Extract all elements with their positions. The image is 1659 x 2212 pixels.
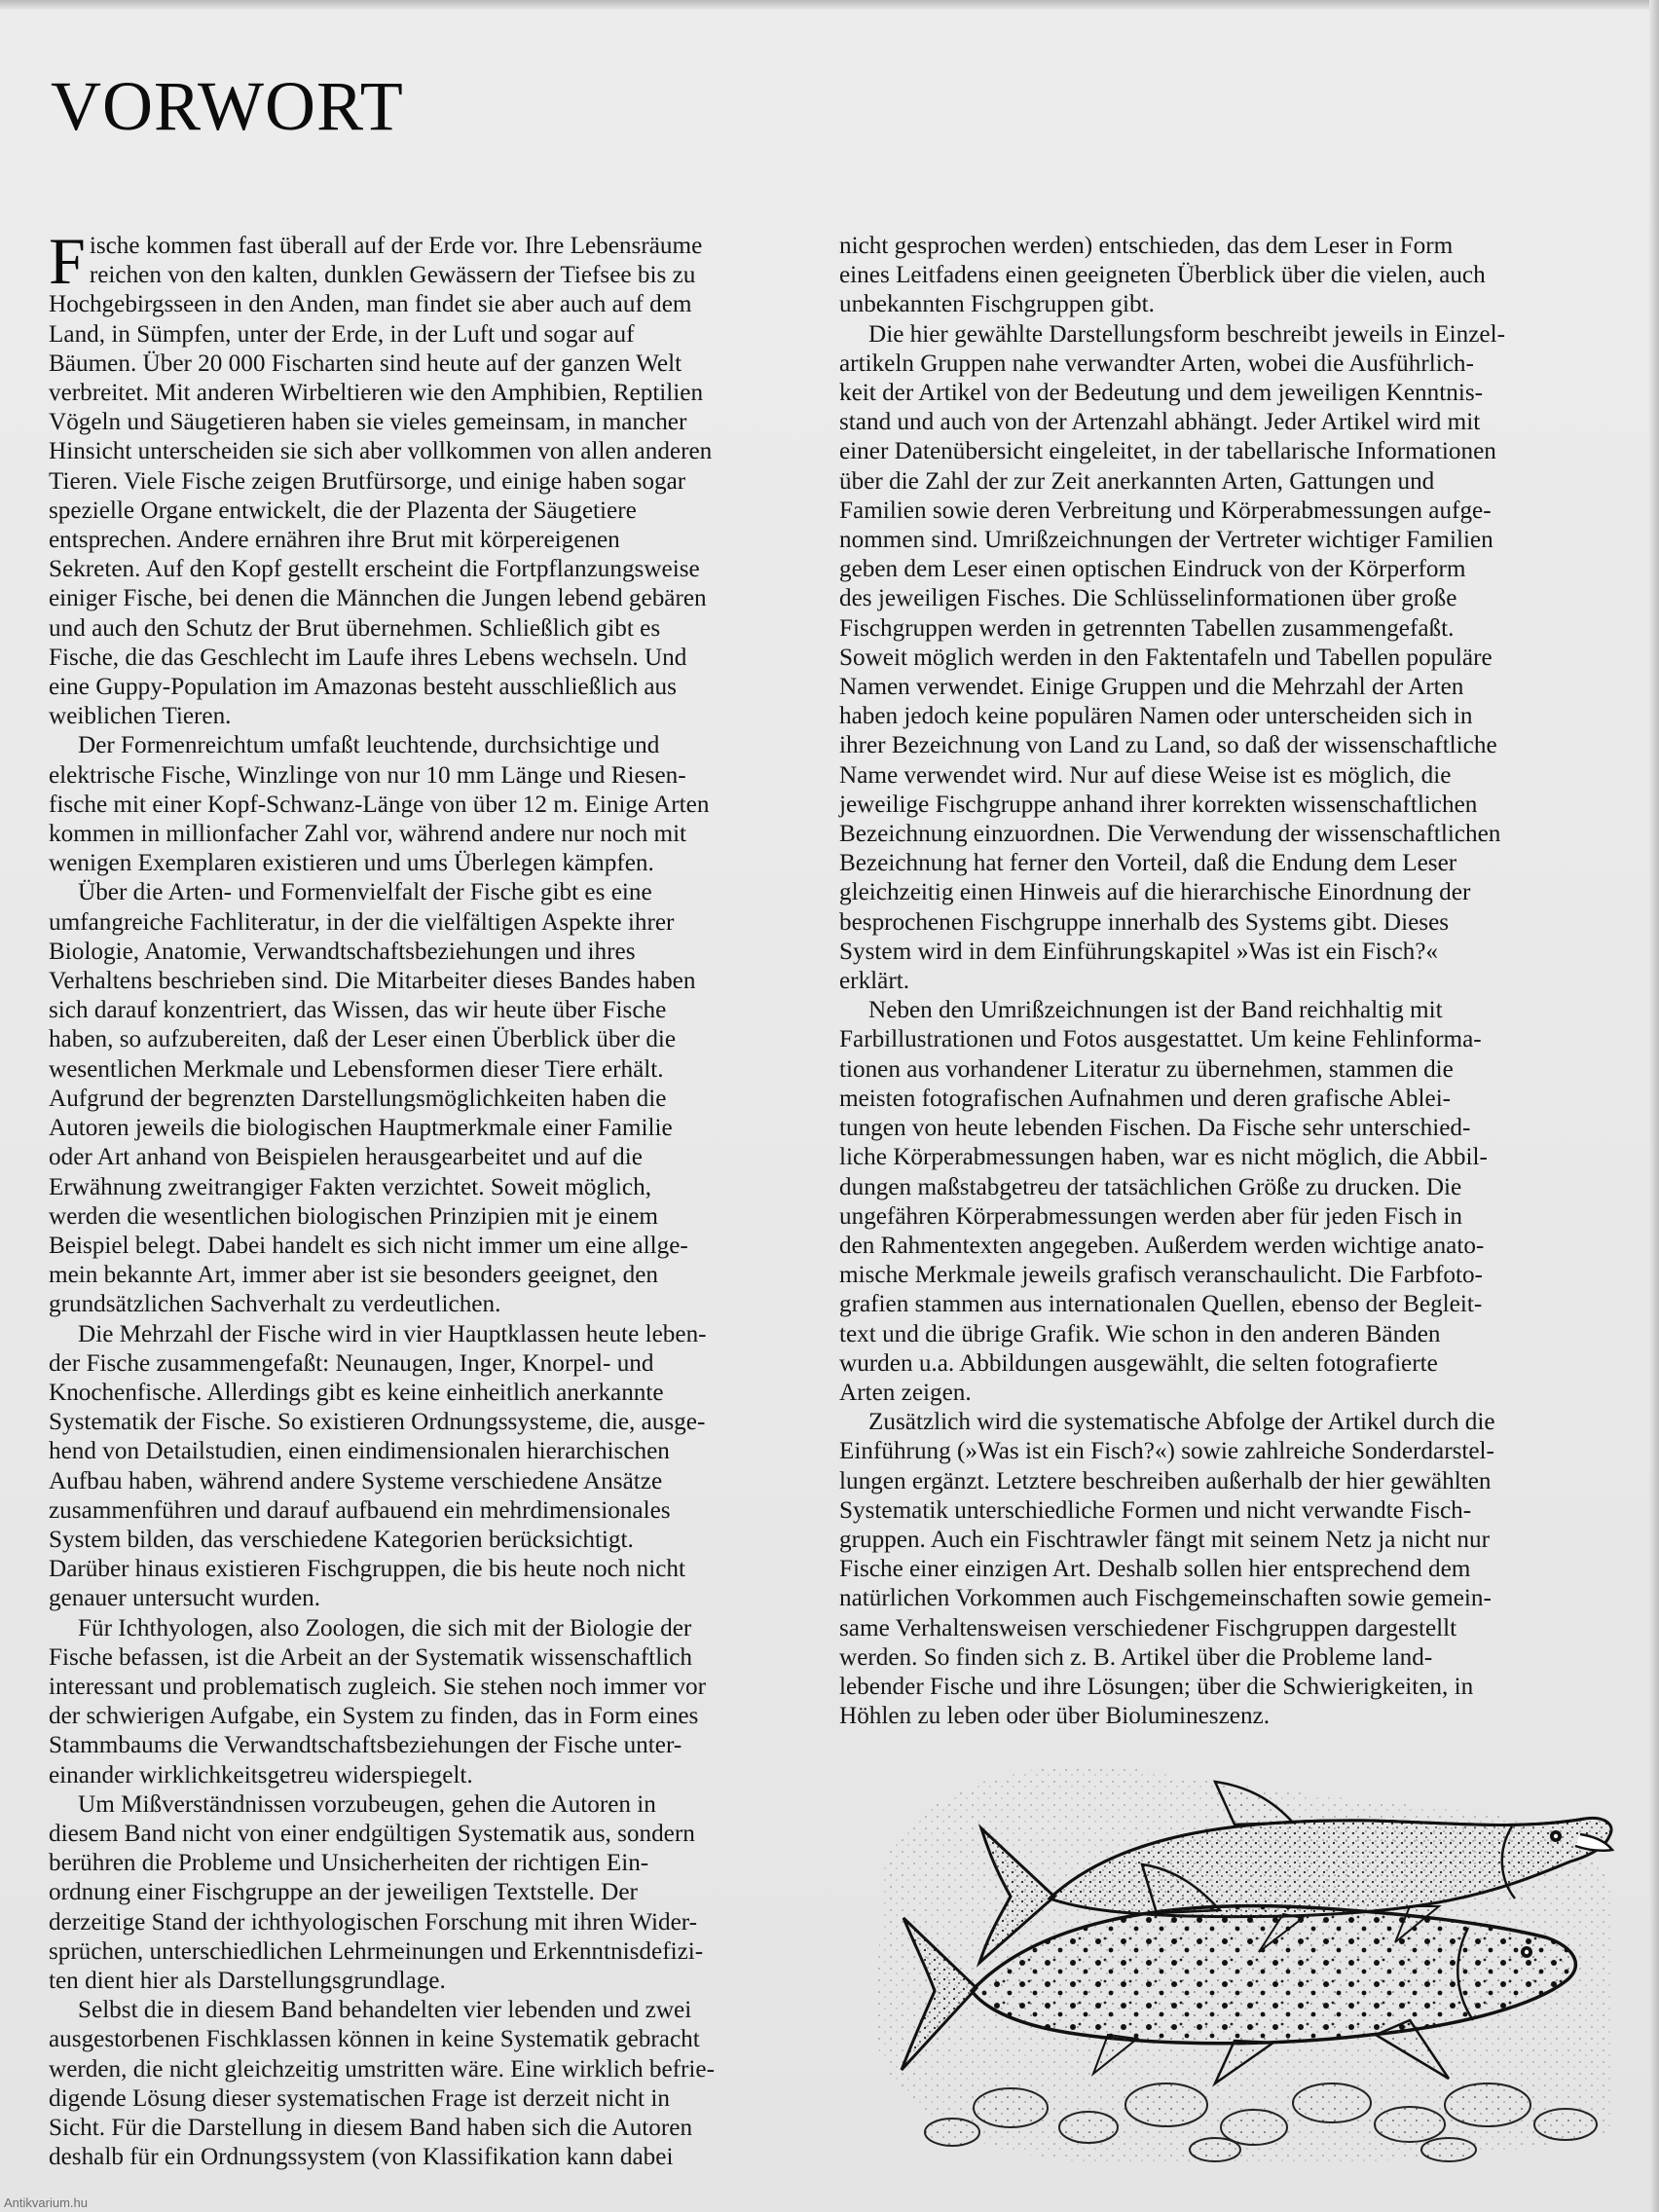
paragraph-9: Die hier gewählte Darstellungsform beschreibt jeweils in Einzel- artikeln Gruppen nahe verwandter Arten, wobei die Ausführlich- keit der Artikel von der Bedeutung und dem jeweiligen Kenntnis- stand und auch von der Artenzahl abhängt. Jeder Artikel wird mit einer Datenübersicht eingeleitet, in der tabellarische Informationen über die Zahl der zur Zeit anerkannten Arten, Gattungen und Familien sowie deren Verbreitung und Körperabmessungen aufge- nommen sind. Umrißzeichnungen der Vertreter wichtiger Familien geben dem Leser einen optischen Eindruck von der Körperform des jeweiligen Fisches. Die Schlüsselinformationen über große Fischgruppen werden in getrennten Tabellen zusammengefaßt. Soweit möglich werden in den Faktentafeln und Tabellen populäre Namen verwendet. Einige Gruppen und die Mehrzahl der Arten haben jedoch keine populären Namen oder unterscheiden sich in ihrer Bezeichnung von Land zu Land, so daß der wissenschaftliche Name verwendet wird. Nur auf diese Weise ist es möglich, die jeweilige Fischgruppe anhand ihrer korrekten wissenschaftlichen Bezeichnung einzuordnen. Die Verwendung der wissenschaftlichen Bezeichnung hat ferner den Vorteil, daß die Endung dem Leser gleichzeitig einen Hinweis auf die hierarchische Einordnung der besprochenen Fischgruppe innerhalb des Systems gibt. Dieses System wird in dem Einführungskapitel »Was ist ein Fisch?« erklärt. xyxy=(839,320,1505,995)
drop-cap: F xyxy=(49,224,86,298)
paragraph-1 xyxy=(49,224,798,731)
right-text-column xyxy=(839,232,1608,1731)
page-title: VORWORT xyxy=(51,67,404,145)
paragraph-5: Für Ichthyologen, also Zoologen, die sich mit der Biologie der Fische befassen, ist die Arbeit an der Systematik wissenschaftlich interessant und problematisch zugleich. Sie stehen noch immer vor der schwierigen Aufgabe, ein System zu finden, das in Form eines Stammbaums die Verwandtschaftsbeziehungen der Fische unter- einander wirklichkeitsgetreu widerspiegelt. xyxy=(49,1614,706,1788)
paragraph-1-text: ische kommen fast überall auf der Erde vor. Ihre Lebensräume reichen von den kalten, dunklen Gewässern der Tiefsee bis zu Hochgebirgsseen in den Anden, man findet sie aber auch auf dem Land, in Sümpfen, unter der Erde, in der Luft und sogar auf Bäumen. Über 20 000 Fischarten sind heute auf der ganzen Welt verbreitet. Mit anderen Wirbeltieren wie den Amphibien, Reptilien Vögeln und Säugetieren haben sie vieles gemeinsam, in mancher Hinsicht unterscheiden sie sich aber vollkommen von allen anderen Tieren. Viele Fische zeigen Brutfürsorge, und einige haben sogar spezielle Organe entwickelt, die der Plazenta der Säugetiere entsprechen. Andere ernähren ihre Brut mit körpereigenen Sekreten. Auf den Kopf gestellt erscheint die Fortpflanzungsweise einiger Fische, bei denen die Männchen die Jungen lebend gebären und auch den Schutz der Brut übernehmen. Schließlich gibt es Fische, die das Geschlecht im Laufe ihres Lebens wechseln. Und eine Guppy-Population im Amazonas besteht ausschließlich aus weiblichen Tieren. xyxy=(49,233,713,730)
paragraph-4: Die Mehrzahl der Fische wird in vier Hauptklassen heute leben- der Fische zusammengefaßt: Neunaugen, Inger, Knorpel- und Knochenfische. Allerdings gibt es keine einheitlich anerkannte Systematik der Fische. So existieren Ordnungssysteme, die, ausge- hend von Detailstudien, einen eindimensionalen hierarchischen Aufbau haben, während andere Systeme verschiedene Ansätze zusammenführen und darauf aufbauend ein mehrdimensionales System bilden, das verschiedene Kategorien berücksichtigt. Darüber hinaus existieren Fischgruppen, die bis heute noch nicht genauer untersucht wurden. xyxy=(49,1320,707,1612)
paragraph-2: Der Formenreichtum umfaßt leuchtende, durchsichtige und elektrische Fische, Winzlinge von nur 10 mm Länge und Riesen- fische mit einer Kopf-Schwanz-Länge von über 12 m. Einige Arten kommen in millionfacher Zahl vor, während andere nur noch mit wenigen Exemplaren existieren und ums Überlegen kämpfen. xyxy=(49,732,710,877)
paragraph-3: Über die Arten- und Formenvielfalt der Fische gibt es eine umfangreiche Fachliteratur, in der die vielfältigen Aspekte ihrer Biologie, Anatomie, Verwandtschaftsbeziehungen und ihres Verhaltens beschrieben sind. Die Mitarbeiter dieses Bandes haben sich darauf konzentriert, das Wissen, das wir heute über Fische haben, so aufzubereiten, daß der Leser einen Überblick über die wesentlichen Merkmale und Lebensformen dieser Tiere erhält. Aufgrund der begrenzten Darstellungsmöglichkeiten haben die Autoren jeweils die biologischen Hauptmerkmale einer Familie oder Art anhand von Beispielen herausgearbeitet und auf die Erwähnung zweitrangiger Fakten verzichtet. Soweit möglich, werden die wesentlichen biologischen Prinzipien mit je einem Beispiel belegt. Dabei handelt es sich nicht immer um eine allge- mein bekannte Art, immer aber ist sie besonders geeignet, den grundsätzlichen Sachverhalt zu verdeutlichen. xyxy=(49,879,696,1318)
paragraph-6: Um Mißverständnissen vorzubeugen, gehen die Autoren in diesem Band nicht von einer endgültigen Systematik aus, sondern berühren die Probleme und Unsicherheiten der richtigen Ein- ordnung einer Fischgruppe an der jeweiligen Textstelle. Der derzeitige Stand der ichthyologischen Forschung mit ihren Wider- sprüchen, unterschiedlichen Lehrmeinungen und Erkenntnisdefizi- ten dient hier als Darstellungsgrundlage. xyxy=(49,1790,704,1994)
trout-illustration xyxy=(865,1743,1624,2171)
paragraph-8: nicht gesprochen werden) entschieden, das dem Leser in Form eines Leitfadens einen geeigneten Überblick über die vielen, auch unbekannten Fischgruppen gibt. xyxy=(839,233,1486,318)
watermark: Antikvarium.hu xyxy=(4,2195,88,2210)
page-top-shadow xyxy=(0,0,1659,10)
left-text-column xyxy=(49,224,798,2172)
page-right-shadow xyxy=(1649,0,1659,2212)
paragraph-11: Zusätzlich wird die systematische Abfolge der Artikel durch die Einführung (»Was ist ein Fisch?«) sowie zahlreiche Sonderdarstel- lungen ergänzt. Letztere beschreiben außerhalb der hier gewählten Systematik unterschiedliche Formen und nicht verwandte Fisch- gruppen. Auch ein Fischtrawler fängt mit seinem Netz ja nicht nur Fische einer einzigen Art. Deshalb sollen hier entsprechend dem natürlichen Vorkommen auch Fischgemeinschaften sowie gemein- same Verhaltensweisen verschiedener Fischgruppen dargestellt werden. So finden sich z. B. Artikel über die Probleme land- lebender Fische und ihre Lösungen; über die Schwierigkeiten, in Höhlen zu leben oder über Biolumineszenz. xyxy=(839,1409,1495,1730)
paragraph-10: Neben den Umrißzeichnungen ist der Band reichhaltig mit Farbillustrationen und Fotos ausgestattet. Um keine Fehlinforma- tionen aus vorhandener Literatur zu übernehmen, stammen die meisten fotografischen Aufnahmen und deren grafische Ablei- tungen von heute lebenden Fischen. Da Fische sehr unterschied- liche Körperabmessungen haben, war es nicht möglich, die Abbil- dungen maßstabgetreu der tatsächlichen Größe zu drucken. Die ungefähren Körperabmessungen werden aber für jeden Fisch in den Rahmentexten angegeben. Außerdem werden wichtige anato- mische Merkmale jeweils grafisch veranschaulicht. Die Farbfoto- grafien stammen aus internationalen Quellen, ebenso der Begleit- text und die übrige Grafik. Wie schon in den anderen Bänden wurden u.a. Abbildungen ausgewählt, die selten fotografierte Arten zeigen. xyxy=(839,997,1488,1406)
paragraph-7: Selbst die in diesem Band behandelten vier lebenden und zwei ausgestorbenen Fischklassen können in keine Systematik gebracht werden, die nicht gleichzeitig umstritten wäre. Eine wirklich befrie- digende Lösung dieser systematischen Frage ist derzeit nicht in Sicht. Für die Darstellung in diesem Band haben sich die Autoren deshalb für ein Ordnungssystem (von Klassifikation kann dabei xyxy=(49,1997,715,2171)
